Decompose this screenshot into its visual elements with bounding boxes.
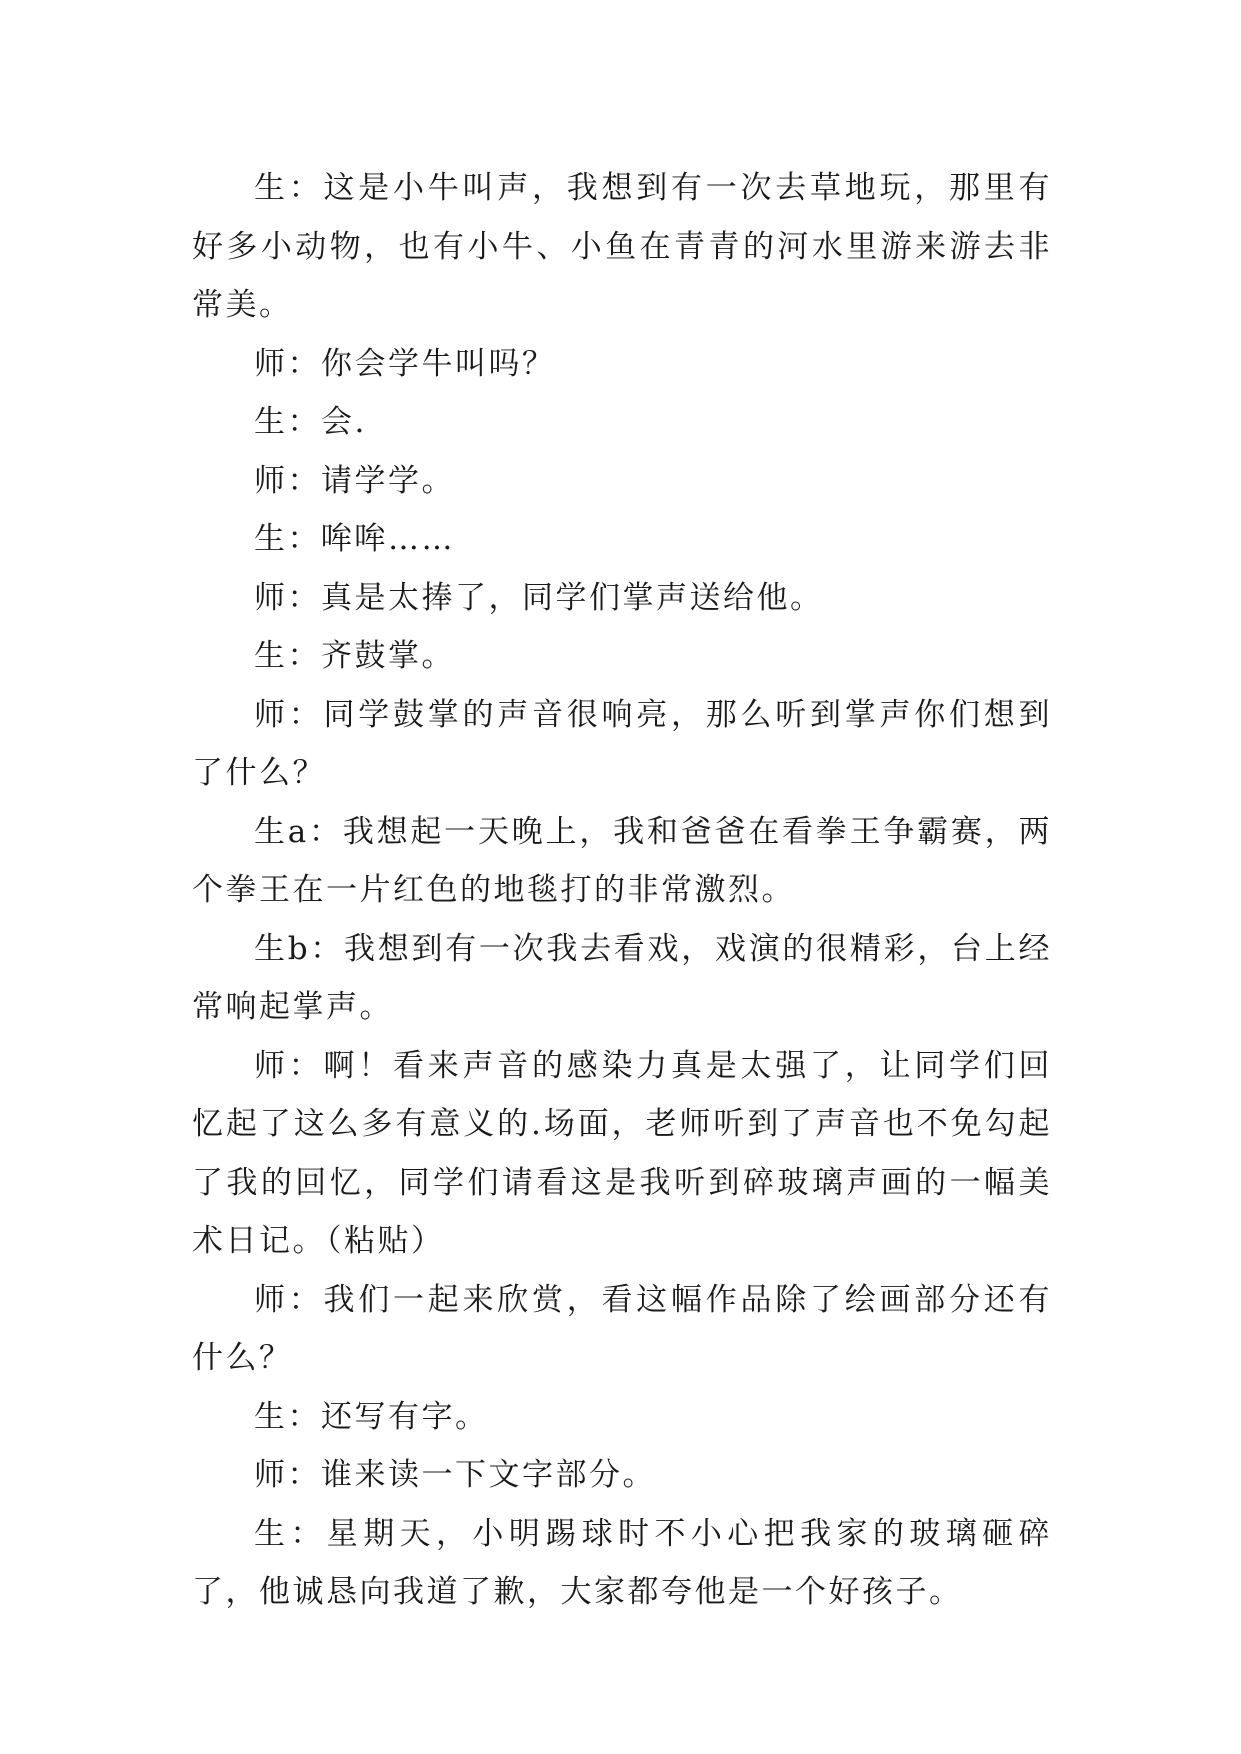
dialogue-paragraph: 生b：我想到有一次我去看戏，戏演的很精彩，台上经常响起掌声。	[192, 930, 1052, 1025]
dialogue-paragraph: 师：我们一起来欣赏，看这幅作品除了绘画部分还有什么？	[192, 1281, 1052, 1376]
dialogue-paragraph: 师：请学学。	[254, 462, 455, 499]
dialogue-paragraph: 师：谁来读一下文字部分。	[254, 1457, 656, 1493]
dialogue-paragraph: 生：星期天，小明踢球时不小心把我家的玻璃砸碎了，他诚恳向我道了歉，大家都夸他是一个好孩子。	[192, 1515, 1052, 1610]
dialogue-paragraph: 师：啊！看来声音的感染力真是太强了，让同学们回忆起了这么多有意义的.场面，老师听到了声音也不免勾起了我的回忆，同学们请看这是我听到碎玻璃声画的一幅美术日记。（粘贴）	[192, 1047, 1052, 1259]
dialogue-paragraph: 生：齐鼓掌。	[254, 638, 455, 674]
dialogue-paragraph: 师：你会学牛叫吗？	[254, 345, 556, 382]
dialogue-paragraph: 生：哞哞……	[254, 521, 455, 557]
dialogue-paragraph: 师：真是太捧了，同学们掌声送给他。	[254, 579, 824, 616]
dialogue-paragraph: 生：还写有字。	[254, 1398, 489, 1435]
document-page	[192, 159, 1052, 1622]
dialogue-paragraph: 师：同学鼓掌的声音很响亮，那么听到掌声你们想到了什么？	[192, 696, 1052, 791]
dialogue-paragraph: 生：这是小牛叫声，我想到有一次去草地玩，那里有好多小动物，也有小牛、小鱼在青青的河水里游来游去非常美。	[192, 170, 1052, 323]
dialogue-paragraph: 生a：我想起一天晚上，我和爸爸在看拳王争霸赛，两个拳王在一片红色的地毯打的非常激烈。	[192, 813, 1052, 908]
dialogue-paragraph: 生：会.	[254, 404, 367, 440]
